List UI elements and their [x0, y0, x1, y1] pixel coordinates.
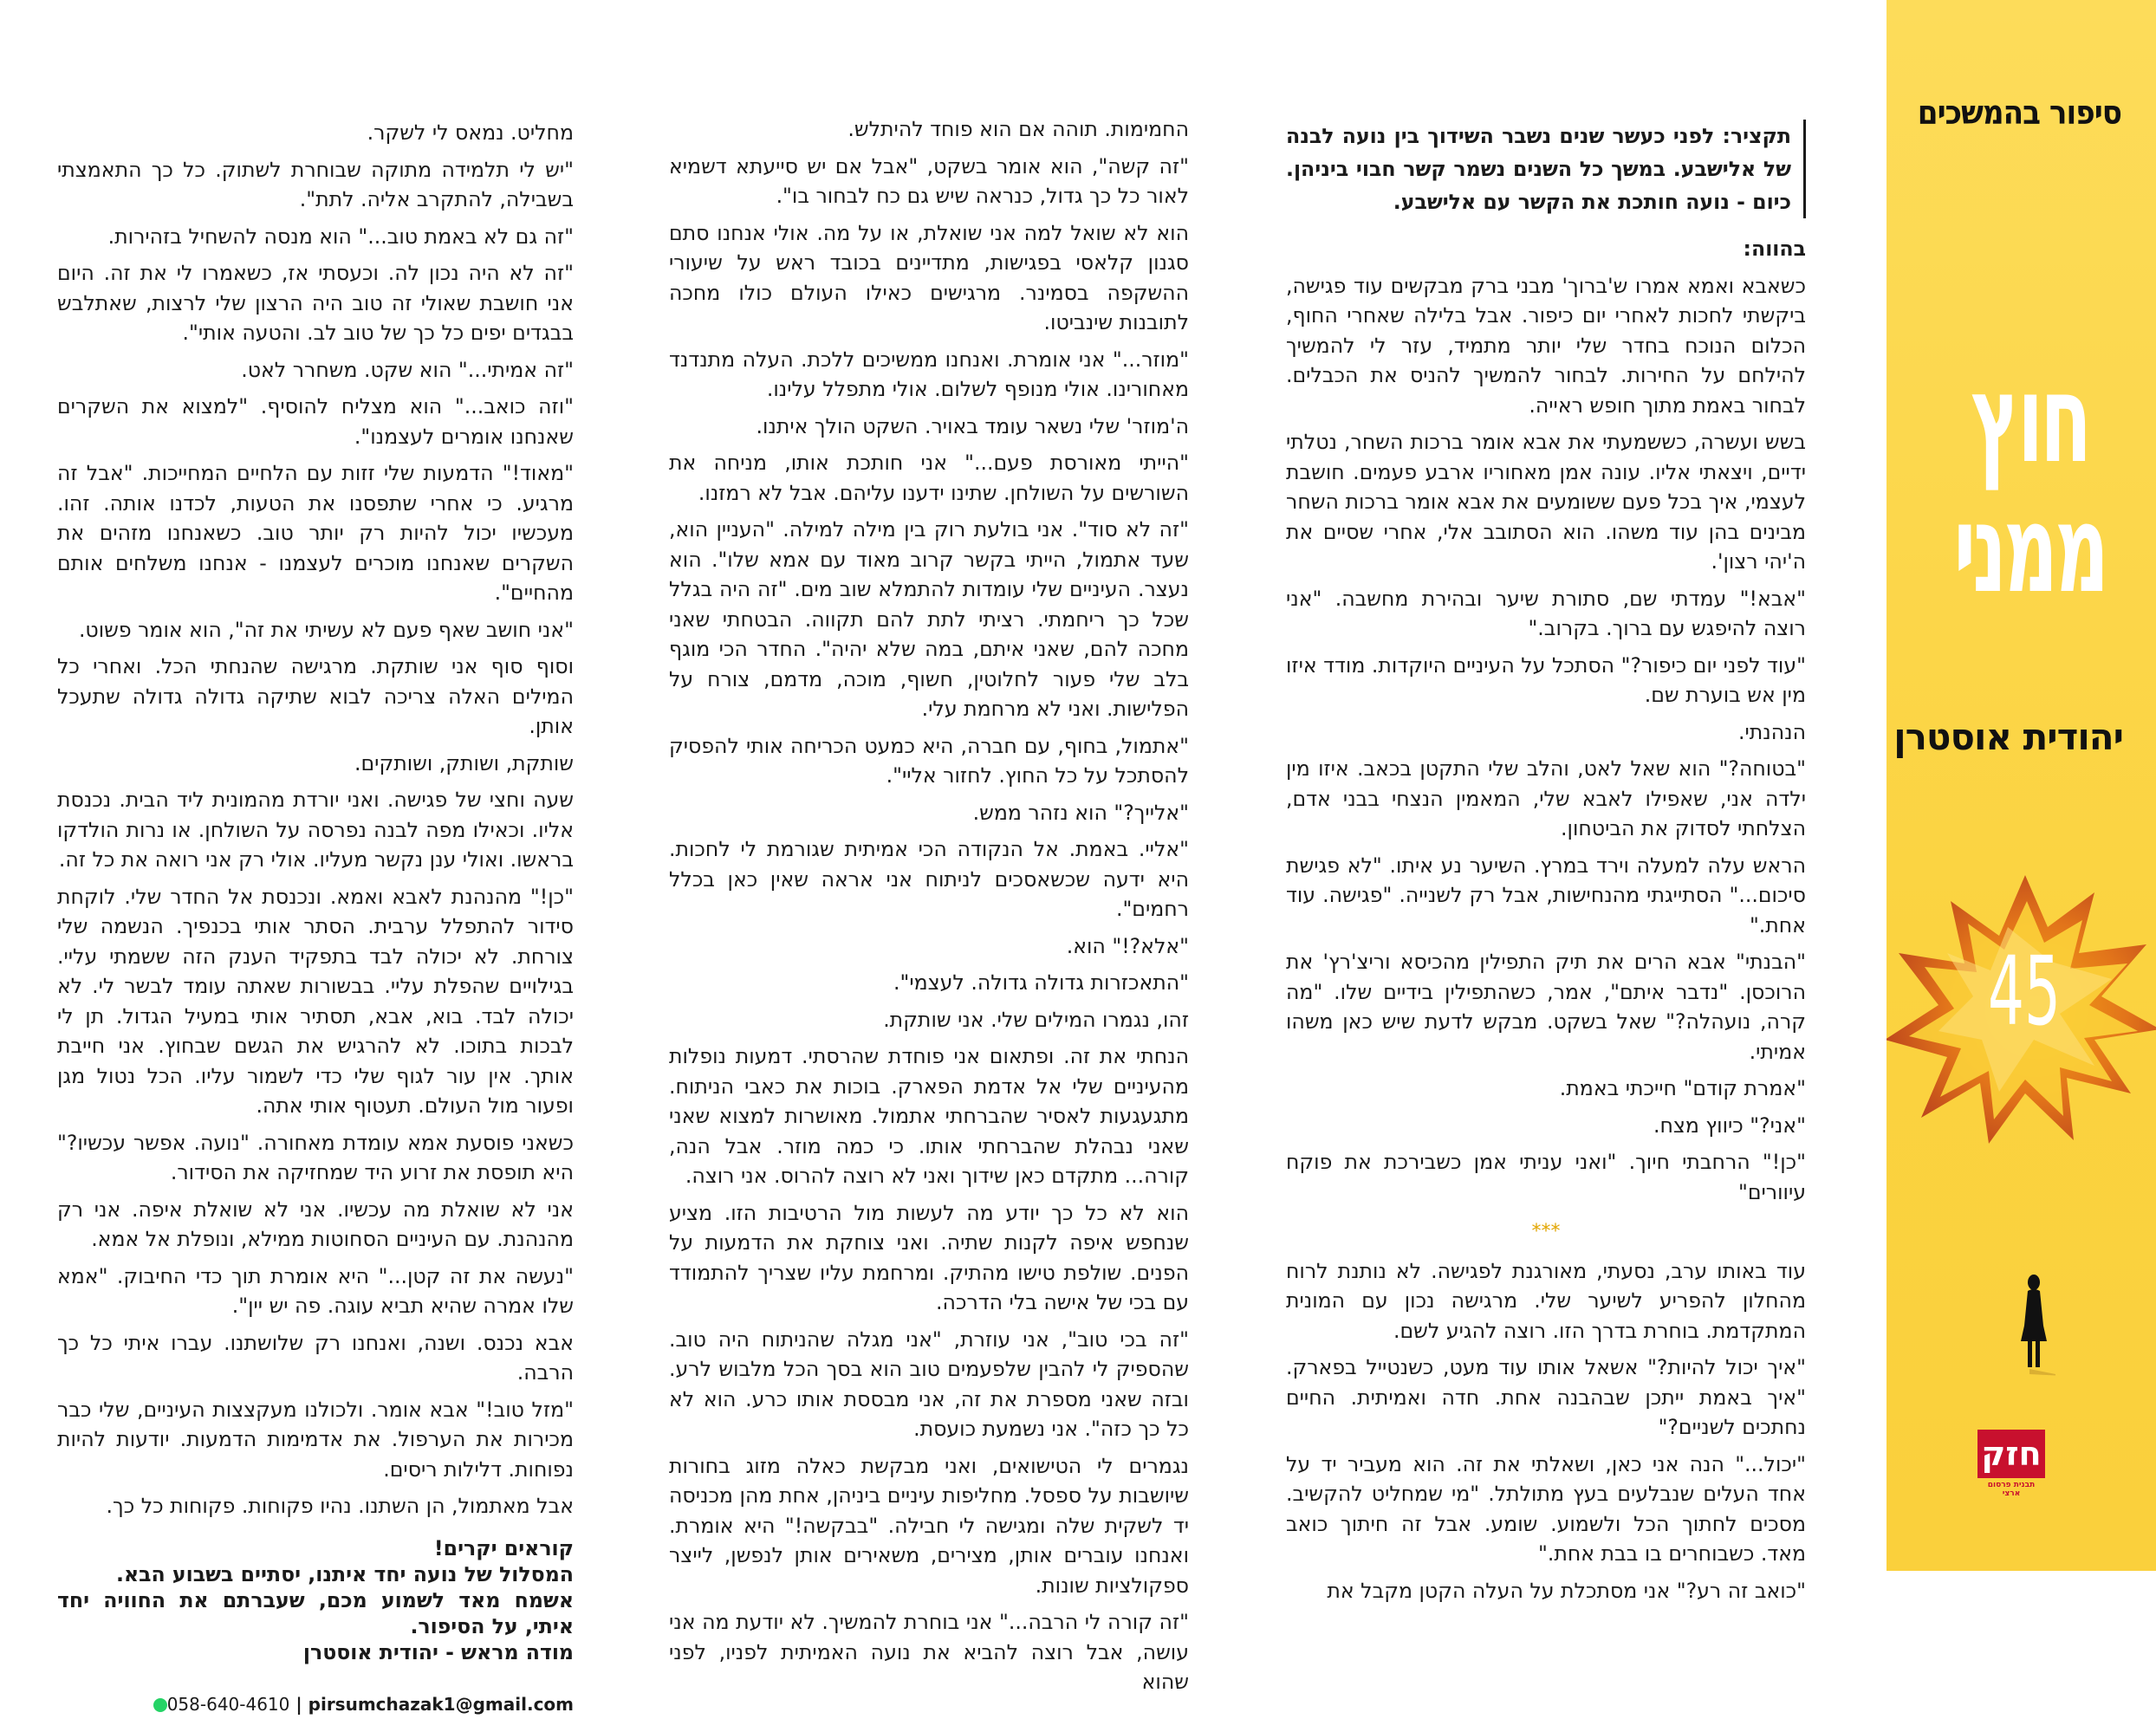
paragraph: החמימות. תוהה אם הוא פוחד להיתלש. [669, 114, 1189, 145]
paragraph: "זה קשה", הוא אומר בשקט, "אבל אם יש סייעתא דשמיא לאור כל כך גדול, כנראה שיש גם כח לבחור בו". [669, 152, 1189, 211]
contact-phone: 058-640-4610 [167, 1694, 290, 1715]
article-column-2 [669, 114, 1189, 1704]
paragraph: "עוד לפני יום כיפור?" הסתכל על העיניים היוקדות. מודד איזו מין אש בוערת שם. [1286, 651, 1806, 710]
paragraph-group [1286, 271, 1806, 1208]
readers-note-line: אשמח מאד לשמוע מכם, שעברתם את החוויה יחד איתי, על הסיפור. [57, 1587, 574, 1639]
story-title-line-1: חוץ [1933, 355, 2127, 485]
paragraph: "אליי. באמת. אל הנקודה הכי אמיתית שגורמת לי לחכות. היא ידעה שכשאסכים לניתוח אני אראה שאין כאן בכלל רחמים". [669, 834, 1189, 924]
paragraph: "זה גם לא באמת טוב..." הוא מנסה להשחיל בזהירות. [57, 222, 574, 252]
publisher-logo [1977, 1430, 2045, 1498]
paragraph: "כן!" מהנהנת לאבא ואמא. ונכנסת אל החדר שלי. לוקחת סידור להתפלל ערבית. הסתר אותי בכנפיך. הנשמה שלי צורחת. לא יכולה לבד בתפקיד הענק הזה ששמתי עליי. בגילויים שהפלת עליי. בבשורות שאתה עומד לבשר לי. לא יכולה לבד. בוא, אבא, תסתיר אותי במעיל הגדול. תן לי לבכות בתוכו. לא להרגיש את הגשם שבחוץ. אני חייבת אותך. אין עור לגוף שלי כדי לשמור עליו. הכל נטול מגן ופעור מול העולם. תעטוף אותי אתה. [57, 882, 574, 1121]
paragraph: זהו, נגמרו המילים שלי. אני שותקת. [669, 1005, 1189, 1035]
paragraph: "כואב זה רע?" אני מסתכלת על העלה הקטן מקבל את [1286, 1576, 1806, 1606]
section-label-present: בהווה: [1286, 234, 1806, 264]
paragraph: "בטוחה?" הוא שאל לאט, והלב שלי התקטן בכאב. איזו מין ילדה אני, שאפילו לאבא שלי, המאמין הנצחי בבני אדם, הצלחתי לסדוק את הביטחון. [1286, 754, 1806, 844]
paragraph: "כן!" הרחבתי חיוך. "ואני עניתי אמן כשבירכת את פוקח עיוורים" [1286, 1147, 1806, 1207]
author-name: יהודית אוסטרן [1893, 716, 2123, 758]
woman-silhouette-icon [2012, 1274, 2055, 1378]
contact-separator: | [295, 1694, 302, 1715]
paragraph: ה'מוזר' שלי נשאר עומד באויר. השקט הולך איתנו. [669, 412, 1189, 442]
paragraph: אבל מאתמול, הן השתנו. נהיו פקוחות. פקוחות כל כך. [57, 1491, 574, 1521]
paragraph-group [669, 114, 1189, 1697]
paragraph: "אמרת קודם" חייכתי באמת. [1286, 1074, 1806, 1104]
paragraph: "זה לא היה נכון לה. וכעסתי אז, כשאמרו לי את זה. היום אני חושבת שאולי זה טוב היה הרצון שלי לרצות, שאתלבש בבגדים יפים כל כך של טוב לב. והטעה אותי". [57, 258, 574, 348]
readers-note [57, 1535, 574, 1665]
paragraph: "זה לא סוד". אני בולעת רוק בין מילה למילה. "העניין הוא, שעד אתמול, הייתי בקשר קרוב מאוד עם אמא שלו". הוא נעצר. העיניים שלי עומדות להתמלא שוב מים. "זה היה בגלל שכל כך ריחמתי. רציתי לתת להם תקווה. הבטחתי שאני מחכה להם, שאני איתם, במה שלא יהיה". החדר הכי מוגף בלב שלי פעור לחלוטין, חשוף, מוכה, מדמם, צורח על הפלישות. ואני לא מרחמת עלי. [669, 515, 1189, 724]
contact-email[interactable]: pirsumchazak1@gmail.com [308, 1694, 574, 1715]
paragraph: "הבנתי" אבא הרים את תיק התפילין מהכיסא וריצ'רץ' את הרוכסן. "נדבר איתם", אמר, כשהתפילין בידיים שלו. "מה קרה, נועהלה?" שאל בשקט. מבקש לדעת שיש כאן משהו אמיתי. [1286, 947, 1806, 1067]
paragraph: "איך יכול להיות?" אשאל אותו עוד מעט, כשנטייל בפארק. "איך באמת ייתכן שבהבנה אחת. חדה ואמיתית. החיים נחתכים לשניים?" [1286, 1352, 1806, 1443]
paragraph-group [1286, 1256, 1806, 1606]
paragraph: "מוזר..." אני אומרת. ואנחנו ממשיכים ללכת. העלה מתנדנד מאחורינו. אולי מנופף לשלום. אולי מתפלל עלינו. [669, 345, 1189, 405]
readers-note-line: קוראים יקרים! [57, 1535, 574, 1561]
logo-subtext: תבנית פרסום ארצי [1977, 1481, 2045, 1498]
whatsapp-icon [153, 1698, 167, 1712]
paragraph: "התאכזרות גדולה גדולה. לעצמי". [669, 968, 1189, 998]
paragraph: "נעשה את זה קטן..." היא אומרת תוך כדי החיבוק. "אמא שלו אמרה שהיא תביא עוגה. פה יש יין". [57, 1262, 574, 1321]
paragraph: הוא לא כל כך יודע מה לעשות מול הרטיבות הזו. מציע שנחפש איפה לקנות שתיה. ואני צוחקת את הדמעות על הפנים. שולפת טישו מהתיק. ומרחמת עליו שצריך להתמודד עם בכי של אישה בלי הדרכה. [669, 1198, 1189, 1318]
story-title-line-2: ממני [1933, 485, 2127, 615]
paragraph: "יכול..." הנה אני כאן, ושאלתי את זה. הוא מעביר יד על אחד העלים שנבלעים בעץ מתולתל. "מי שמחליט להקשיב. מסכים לחתוך הכל ולשמוע. שומע. אבל זה חיתוך כואב מאד. כשבוחרים בו בבת אחת." [1286, 1450, 1806, 1569]
paragraph: "מאוד!" הדמעות שלי זזות עם הלחיים המחייכות. "אבל זה מרגיע. כי אחרי שתפסנו את הטעות, לכדנו אותה. זהו. מעכשיו יכול להיות רק יותר טוב. כשאנחנו מזהים את השקרים שאנחנו מוכרים לעצמנו - אנחנו משלחים אותם מהחיים". [57, 458, 574, 608]
paragraph: "זה קורה לי הרבה..." אני בוחרת להמשיך. לא יודעת מה אני עושה, אבל רוצה להביא את נועה האמיתית לפניו, לפני שהוא [669, 1607, 1189, 1697]
paragraph: "אלייך?" הוא נזהר ממש. [669, 798, 1189, 828]
series-label: סיפור בהמשכים [1918, 94, 2121, 132]
paragraph: כשאני פוסעת אמא עומדת מאחורה. "נועה. אפשר עכשיו?" היא תופסת את זרוע היד שמחזיקה את הסידור. [57, 1128, 574, 1188]
article-column-1 [1286, 114, 1806, 1612]
paragraph: מחליט. נמאס לי לשקר. [57, 118, 574, 148]
paragraph: שותקת, ושותק, ושותקים. [57, 749, 574, 779]
paragraph: "אבא!" עמדתי שם, סתורת שיער ובהירת מחשבה. "אני רוצה להיפגש עם ברוך. בקרוב." [1286, 584, 1806, 644]
paragraph: "יש לי תלמידה מתוקה שבוחרת לשתוק. כל כך התאמצתי בשבילה, להתקרב אליה. לתת". [57, 155, 574, 215]
article-column-3 [57, 118, 574, 1719]
section-divider-stars: *** [1286, 1217, 1806, 1248]
paragraph: "אלא?!" הוא. [669, 931, 1189, 962]
paragraph: "זה בכי טוב", אני עוזרת, "אני מגלה שהניתוח היה טוב. שהספיק לי להבין שלפעמים טוב הוא בסך הכל מלבוש לרע. ובזה שאני מספרת את זה, אני מבססת אותו כרע. הוא לא כל כך כזה". אני נשמעת כועסת. [669, 1325, 1189, 1444]
paragraph: אבא נכנס. ושנה, ואנחנו רק שלושתנו. עברו איתי כל כך הרבה. [57, 1328, 574, 1388]
paragraph: שעה וחצי של פגישה. ואני יורדת מהמונית ליד הבית. נכנסת אליו. וכאילו מפה לבנה נפרסה על השולחן. או נרות הולדקו בראשו. ואולי ענן נקשר מעליו. אולי רק אני רואה את כל זה. [57, 785, 574, 875]
story-summary: תקציר: לפני כעשר שנים נשבר השידוך בין נועה לבנה של אלישבע. במשך כל השנים נשמר קשר חבוי ביניהן. כיום - נועה חותכת את הקשר עם אלישבע. [1286, 120, 1806, 218]
page-number: 45 [1988, 936, 2061, 1047]
contact-line [57, 1690, 574, 1719]
paragraph: "מזל טוב!" אבא אומר. ולכולנו מעקצצות העיניים, שלי כבר מכירות את הערפול. את אדמימות הדמעות. יודעות להיות נפוחות. דלילות ריסים. [57, 1395, 574, 1485]
paragraph: בשש ועשרה, כששמעתי את אבא אומר ברכות השחר, נטלתי ידיים, ויצאתי אליו. עונה אמן מאחוריו ארבע פעמים. חושבת לעצמי, איך בכל פעם ששומעים את אבא אומר ברכות השחר מבינים בהן עוד משהו. הוא הסתובב אלי, אחרי שסיים את ה'יהי רצון'. [1286, 427, 1806, 577]
paragraph: "זה אמיתי..." הוא שקט. משחרר לאט. [57, 355, 574, 386]
paragraph: "אני חושב שאף פעם לא עשיתי את זה", הוא אומר פשוט. [57, 615, 574, 645]
logo-mark: חזק [1977, 1430, 2045, 1478]
paragraph: "אתמול, בחוף, עם חברה, היא כמעט הכריחה אותי להפסיק להסתכל על כל החוץ. לחזור אליי". [669, 731, 1189, 791]
paragraph: וסוף סוף אני שותקת. מרגישה שהנחתי הכל. ואחרי כל המילים האלה צריכה לבוא שתיקה גדולה גדולה שתעכל אותן. [57, 652, 574, 742]
readers-note-line: מודה מראש - יהודית אוסטרן [57, 1639, 574, 1665]
paragraph: כשאבא ואמא אמרו ש'ברוך' מבני ברק מבקשים עוד פגישה, ביקשתי לחכות לאחרי יום כיפור. אבל בלילה שאחרי החוף, הכלום הנוכח בחדר שלי יותר מתמיד, עזר לי להמשיך להילחם על החירות. לבחור להמשיך להניס את הכבלים. לבחור באמת מתוך חופש ראייה. [1286, 271, 1806, 421]
paragraph: הנחתי את זה. ופתאום אני פוחדת שהרסתי. דמעות נופלות מהעיניים שלי אל אדמת הפארק. בוכות את כאבי הניתוח. מתגעגעות לאסיר שהברחתי אתמול. מאושרות למצוא שאני שאני נבהלת שהברחתי אותו. כי כמה מוזר. אבל הנה, קורה... מתקדם כאן שידוך ואני לא רוצה להרוס. אני רוצה. [669, 1041, 1189, 1191]
paragraph: הוא לא שואל למה אני שואלת, או על מה. אולי אנחנו סתם סגנון קלאסי בפגישות, מתדיינים בכובד ראש על שיעורי ההשקפה בסמינר. מרגישים כאילו העולם כולו מחכה לתובנות שינביטו. [669, 218, 1189, 338]
paragraph: "וזה כואב..." הוא מצליח להוסיף. "למצוא את השקרים שאנחנו אומרים לעצמנו". [57, 392, 574, 451]
paragraph: נגמרים לי הטישואים, ואני מבקשת כאלה מזוג בחורות שיושבות על ספסל. מחליפות עיניים ביניהן, אחת מהן מכניסה יד לשקית שלה ומגישה לי חבילה. "בבקשה!" היא אומרת. ואנחנו עוברים אותן, מצירים, משאירים אותן לנפשן, לייצר ספקולציות שונות. [669, 1451, 1189, 1601]
paragraph: הראש עלה למעלה וירד במרץ. השיער נע איתו. "לא פגישת סיכום..." הסתייגתי מהנחישות, אבל רק לשנייה. "פגישה. עוד אחת." [1286, 851, 1806, 941]
story-title [1933, 355, 2127, 615]
paragraph: "אני?" כיווץ מצח. [1286, 1111, 1806, 1141]
paragraph: "הייתי מאורסת פעם..." אני חותכת אותו, מניחה את השורשים על השולחן. שתינו ידענו עליהם. אבל לא רמזנו. [669, 448, 1189, 508]
paragraph: אני לא שואלת מה עכשיו. אני לא שואלת איפה. אני רק מהנהנת. עם העיניים הסחוטות ממילא, ונופלת אל אמא. [57, 1195, 574, 1255]
paragraph-group [57, 118, 574, 1521]
paragraph: הנהנתי. [1286, 717, 1806, 748]
paragraph: עוד באותו ערב, נסעתי, מאורגנת לפגישה. לא נותנת לרוח מהחלון להפריע לשיער שלי. מרגישה נכון עם המונית המתקדמת. בוחרת בדרך הזו. רוצה להגיע לשם. [1286, 1256, 1806, 1346]
readers-note-line: המסלול של נועה יחד איתנו, יסתיים בשבוע הבא. [57, 1561, 574, 1587]
